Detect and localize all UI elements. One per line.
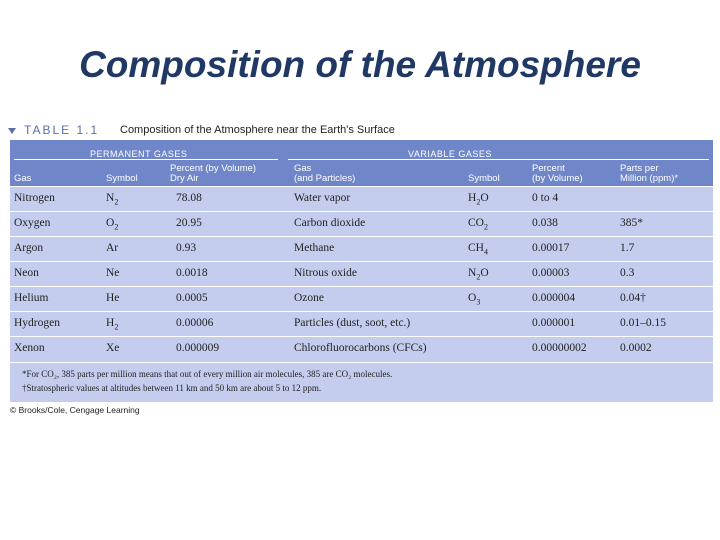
cell-ppm: 0.01–0.15 <box>620 317 666 329</box>
cell-variable-symbol-main: N <box>468 267 477 279</box>
footnote-stratosphere: †Stratospheric values at altitudes between 11 km and 50 km are about 5 to 12 ppm. <box>22 383 322 393</box>
cell-variable-symbol-subscript: 3 <box>476 297 481 307</box>
cell-gas: Oxygen <box>14 217 51 229</box>
table-caption: Composition of the Atmosphere near the Earth's Surface <box>120 124 395 136</box>
cell-symbol-main: He <box>106 292 120 304</box>
cell-variable-percent: 0.000004 <box>532 292 576 304</box>
cell-variable-gas: Carbon dioxide <box>294 217 366 229</box>
cell-ppm: 1.7 <box>620 242 635 254</box>
table-caption-row <box>8 122 708 138</box>
cell-symbol-main: N <box>106 192 115 204</box>
table-row <box>10 186 713 211</box>
cell-ppm: 0.0002 <box>620 342 652 354</box>
cell-variable-symbol <box>468 192 489 206</box>
table-row <box>10 336 713 361</box>
cell-variable-symbol-subscript: 2 <box>476 272 481 282</box>
cell-percent: 0.0018 <box>176 267 208 279</box>
footnote-co2: *For CO₂, 385 parts per million means that out of every million air molecules, 385 are CO₂ molecules. <box>22 369 393 379</box>
table-row <box>10 211 713 236</box>
cell-variable-percent: 0.038 <box>532 217 558 229</box>
cell-ppm: 0.3 <box>620 267 635 279</box>
cell-gas: Neon <box>14 267 39 279</box>
cell-variable-symbol-tail: O <box>480 267 489 279</box>
cell-percent: 0.93 <box>176 242 197 254</box>
cell-ppm: 0.04† <box>620 292 646 304</box>
cell-symbol <box>106 317 118 331</box>
cell-variable-gas: Chlorofluorocarbons (CFCs) <box>294 342 427 354</box>
cell-variable-symbol-subscript: 2 <box>483 222 488 232</box>
col-header-symbol-2: Symbol <box>106 173 138 184</box>
cell-variable-gas: Nitrous oxide <box>294 267 357 279</box>
cell-variable-symbol-main: CO <box>468 217 484 229</box>
cell-symbol-main: Ne <box>106 267 120 279</box>
table-row <box>10 311 713 336</box>
composition-table <box>10 140 713 402</box>
cell-variable-symbol <box>468 292 480 306</box>
cell-symbol <box>106 192 118 206</box>
col-header-vpercent-2: (by Volume) <box>532 173 583 184</box>
cell-symbol-main: H <box>106 317 115 329</box>
cell-variable-gas: Particles (dust, soot, etc.) <box>294 317 411 329</box>
cell-variable-symbol <box>468 267 489 281</box>
cell-gas: Xenon <box>14 342 45 354</box>
cell-variable-gas: Ozone <box>294 292 325 304</box>
cell-symbol <box>106 292 119 306</box>
cell-percent: 20.95 <box>176 217 202 229</box>
col-header-ppm: Parts per <box>620 163 659 174</box>
table-row <box>10 286 713 311</box>
cell-gas: Hydrogen <box>14 317 60 329</box>
copyright-credit: © Brooks/Cole, Cengage Learning <box>10 405 140 415</box>
cell-variable-percent: 0.00003 <box>532 267 570 279</box>
table-footnotes <box>10 362 713 403</box>
cell-symbol-subscript: 2 <box>114 322 119 332</box>
cell-variable-percent: 0.00017 <box>532 242 570 254</box>
cell-variable-percent: 0 to 4 <box>532 192 559 204</box>
cell-ppm: 385* <box>620 217 643 229</box>
triangle-icon <box>8 128 16 134</box>
cell-variable-symbol <box>468 217 488 231</box>
group-divider-variable <box>288 159 709 160</box>
cell-variable-symbol-main: CH <box>468 242 484 254</box>
cell-percent: 0.00006 <box>176 317 214 329</box>
cell-variable-symbol-tail: O <box>480 192 489 204</box>
cell-symbol <box>106 242 118 256</box>
cell-variable-symbol-subscript: 2 <box>476 197 481 207</box>
table-row <box>10 236 713 261</box>
cell-symbol-main: O <box>106 217 115 229</box>
cell-symbol <box>106 267 119 281</box>
cell-percent: 0.0005 <box>176 292 208 304</box>
cell-percent: 0.000009 <box>176 342 220 354</box>
group-header-variable: VARIABLE GASES <box>408 149 492 159</box>
col-header-percent: Percent (by Volume) <box>170 163 257 174</box>
col-header-vpercent: Percent <box>532 163 565 174</box>
col-header-vgas: Gas <box>294 163 312 174</box>
cell-percent: 78.08 <box>176 192 202 204</box>
table-label: TABLE 1.1 <box>24 123 100 137</box>
group-divider-permanent <box>14 159 278 160</box>
cell-variable-percent: 0.00000002 <box>532 342 587 354</box>
cell-gas: Nitrogen <box>14 192 55 204</box>
cell-variable-symbol-subscript: 4 <box>483 247 488 257</box>
cell-gas: Argon <box>14 242 44 254</box>
cell-variable-symbol <box>468 242 488 256</box>
cell-variable-gas: Water vapor <box>294 192 351 204</box>
cell-variable-percent: 0.000001 <box>532 317 576 329</box>
col-header-vgas-2: (and Particles) <box>294 173 356 184</box>
col-header-vsymbol-2: Symbol <box>468 173 500 184</box>
table-header <box>10 140 713 186</box>
col-header-gas-2: Gas <box>14 173 32 184</box>
cell-symbol <box>106 217 118 231</box>
cell-symbol <box>106 342 119 356</box>
table-row <box>10 261 713 286</box>
slide-title: Composition of the Atmosphere <box>79 44 641 85</box>
cell-symbol-main: Ar <box>106 242 119 254</box>
cell-symbol-subscript: 2 <box>114 222 119 232</box>
cell-gas: Helium <box>14 292 49 304</box>
col-header-percent-2: Dry Air <box>170 173 199 184</box>
cell-variable-symbol-main: O <box>468 292 477 304</box>
group-header-permanent: PERMANENT GASES <box>90 149 188 159</box>
cell-symbol-main: Xe <box>106 342 120 354</box>
cell-variable-symbol-main: H <box>468 192 477 204</box>
cell-variable-gas: Methane <box>294 242 335 254</box>
col-header-ppm-2: Million (ppm)* <box>620 173 679 184</box>
cell-symbol-subscript: 2 <box>114 197 119 207</box>
